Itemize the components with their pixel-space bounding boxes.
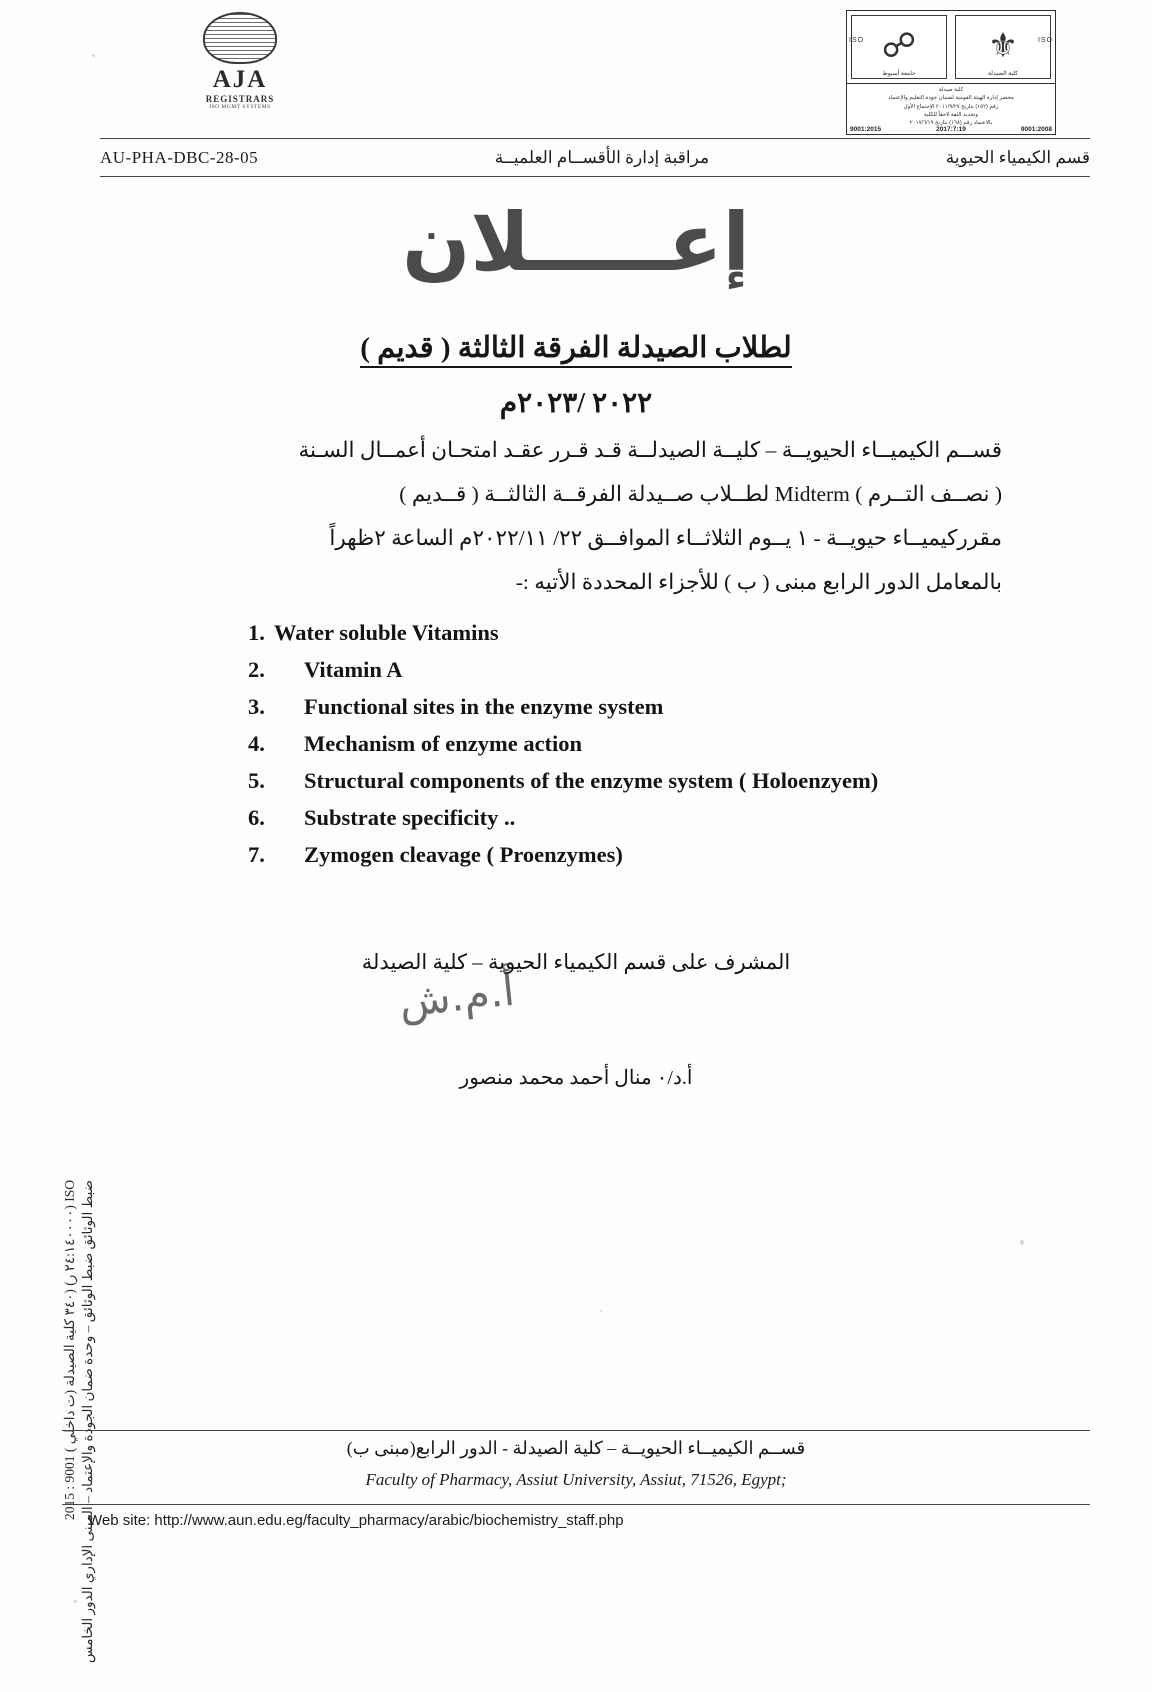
body-line-3: مقرركيميــاء حيويــة - ١ يــوم الثلاثــاء الموافــق ٢٢/ ٢٠٢٢/١١م الساعة ٢ظهراً <box>329 526 1002 551</box>
list-item <box>248 657 988 683</box>
handwritten-signature: أ.م.ش <box>396 965 517 1027</box>
seal-right-caption: كلية الصيدلة <box>987 71 1019 77</box>
supervisor-label: المشرف على قسم الكيمياء الحيوية – كلية الصيدلة <box>361 950 791 974</box>
iso-line-0: كلية صيدلة <box>938 87 964 93</box>
topic-text: Substrate specificity .. <box>304 805 516 830</box>
topic-text: Zymogen cleavage ( Proenzymes) <box>304 842 623 867</box>
seal-left-caption: جامعة أسيوط <box>882 71 916 77</box>
footer-divider-top <box>62 1430 1090 1431</box>
footer-arabic: قســم الكيميــاء الحيويــة – كلية الصيدلة - الدور الرابع(مبنى ب) <box>346 1438 806 1458</box>
topic-number: 5. <box>248 768 265 793</box>
aja-globe-icon <box>203 12 277 64</box>
header-divider-bottom <box>100 176 1090 177</box>
body-line-2-b: لطــلاب صــيدلة الفرقــة الثالثــة ( قــديم ) <box>399 482 770 507</box>
scan-speck <box>92 54 95 57</box>
iso-line-3: وتجديد الثقة لاحقاً للكلية <box>923 111 979 118</box>
topic-number: 7. <box>248 842 265 867</box>
seal-glyph-left: ☍ <box>881 28 917 65</box>
announcement-subtitle-wrap <box>0 330 1152 365</box>
footer-website: Web site: http://www.aun.edu.eg/faculty_pharmacy/arabic/biochemistry_staff.php <box>88 1512 624 1529</box>
department-label: قسم الكيمياء الحيوية <box>945 148 1090 167</box>
topic-text: Functional sites in the enzyme system <box>304 694 664 719</box>
topic-text: Vitamin A <box>304 657 403 682</box>
body-line-2-midterm: Midterm <box>774 482 850 507</box>
aja-logo <box>192 12 288 124</box>
footer-divider-bottom <box>62 1504 1090 1505</box>
topic-text: Mechanism of enzyme action <box>304 731 583 756</box>
supervisor-name: أ.د/٠ منال أحمد محمد منصور <box>459 1067 693 1089</box>
iso-accreditation-text <box>847 84 1055 127</box>
scan-speck <box>1020 1240 1024 1245</box>
topic-number: 1. <box>248 620 265 645</box>
topic-number: 6. <box>248 805 265 830</box>
header-divider-top <box>100 138 1090 139</box>
aja-logo-sub: REGISTRARS <box>205 94 275 104</box>
announcement-body <box>150 428 1002 604</box>
list-item <box>248 731 988 757</box>
document-code: AU-PHA-DBC-28-05 <box>100 148 259 167</box>
iso-badge-left: ISO <box>849 37 865 44</box>
iso-certificate-numbers <box>847 126 1055 133</box>
announcement-subtitle: لطلاب الصيدلة الفرقة الثالثة ( قديم ) <box>360 332 792 368</box>
iso-seal-row <box>847 11 1055 84</box>
iso-cert-left: 9001:2015 <box>850 126 882 133</box>
topic-text: Water soluble Vitamins <box>274 620 499 645</box>
iso-line-4: بالاعتماد رقم (١٦٨) بتاريخ ٢٠١٧/٦/١٩ <box>909 120 993 126</box>
university-seal-icon <box>851 15 947 79</box>
topic-text: Structural components of the enzyme system ( Holoenzyem) <box>304 768 879 793</box>
announcement-title: إعـــــلان <box>402 196 750 289</box>
iso-cert-right: 9001:2008 <box>1020 126 1052 133</box>
list-item <box>248 768 988 794</box>
side-text-quality: ضبط الوثائق ضبط الوثائق – وحدة ضمان الجودة والإعتماد – المبنى الإداري الدور الخامس <box>80 1180 95 1664</box>
exam-topics-list <box>248 620 988 879</box>
body-line-2-a: ( نصــف التــرم ) <box>855 482 1002 507</box>
document-header-row <box>100 142 1090 174</box>
side-text-iso: ISO (٢٤:١٤٠٠٠٠ ر) (٣٤٠ كلية الصيدلة (ت داخلي ) 9001 : 2015 <box>62 1180 77 1521</box>
scan-speck <box>74 1600 77 1603</box>
aja-logo-name: AJA <box>212 66 268 93</box>
iso-line-1: محضر إدارة الهيئة القومية لضمان جودة التعليم والإعتماد <box>888 95 1014 102</box>
topic-number: 2. <box>248 657 265 682</box>
iso-cert-mid: 2017:7:19 <box>936 126 966 133</box>
header-center-label: مراقبة إدارة الأقســام العلميــة <box>494 148 710 167</box>
topic-number: 4. <box>248 731 265 756</box>
list-item <box>248 620 988 646</box>
seal-glyph-right: ⚜ <box>987 28 1019 65</box>
iso-line-2: رقم (١٥٢) بتاريخ ٢٠١١/٩/٢٧ الإجتماع الأول <box>903 103 999 110</box>
body-line-2 <box>150 472 1002 516</box>
footer-english: Faculty of Pharmacy, Assiut University, Assiut, 71526, Egypt; <box>365 1470 787 1489</box>
list-item <box>248 805 988 831</box>
list-item <box>248 694 988 720</box>
list-item <box>248 842 988 868</box>
body-line-1: قســم الكيميــاء الحيويــة – كليــة الصيدلــة قـد قـرر عقـد امتحـان أعمــال السـنة <box>298 438 1002 462</box>
pharmacy-seal-icon <box>955 15 1051 79</box>
scan-speck <box>600 1310 602 1312</box>
academic-year: ٢٠٢٢ /٢٠٢٣م <box>499 388 653 419</box>
aja-logo-sub2: ISO MGMT SYSTEMS <box>209 104 271 110</box>
iso-badge-right: ISO <box>1037 37 1053 44</box>
topic-number: 3. <box>248 694 265 719</box>
iso-accreditation-stamp <box>846 10 1056 135</box>
body-line-4: بالمعامل الدور الرابع مبنى ( ب ) للأجزاء المحددة الأتيه :- <box>515 570 1002 595</box>
